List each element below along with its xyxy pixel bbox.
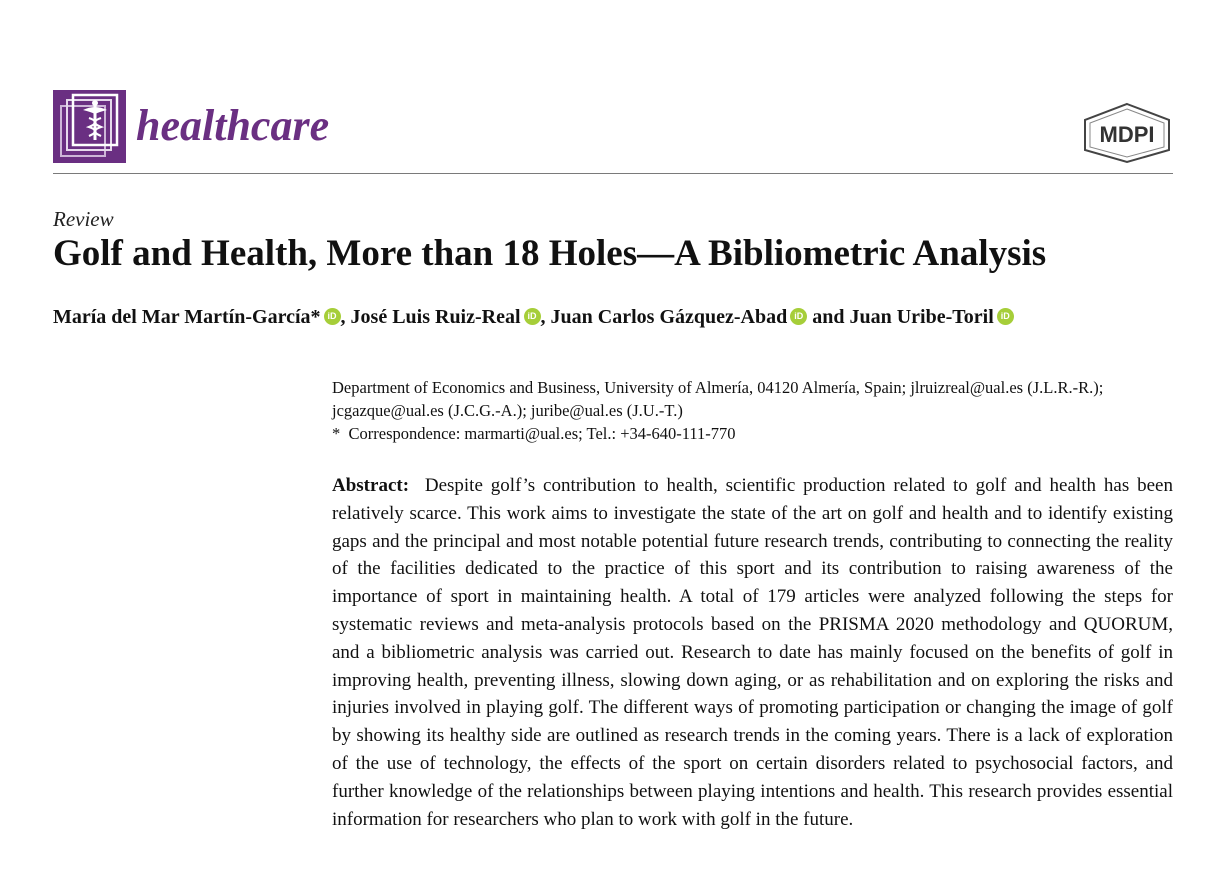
affiliation-block [332, 376, 1182, 445]
corresponding-mark: * [310, 306, 321, 328]
author-name: María del Mar Martín-García [53, 306, 311, 328]
author-2 [351, 306, 551, 328]
mdpi-logo [1081, 102, 1173, 164]
author-name: Juan Uribe-Toril [849, 306, 994, 328]
abstract-label: Abstract: [332, 475, 410, 496]
header-divider [53, 173, 1173, 174]
author-name: Juan Carlos Gázquez-Abad [550, 306, 788, 328]
author-name: José Luis Ruiz-Real [350, 306, 521, 328]
author-3 [551, 306, 850, 328]
journal-name: healthcare [136, 101, 330, 150]
correspondence-line: * Correspondence: marmarti@ual.es; Tel.: +34-640-111-770 [332, 424, 736, 443]
affiliation-line: Department of Economics and Business, University of Almería, 04120 Almería, Spain; jlruizreal@ual.es (J.L.R.-R.); [332, 378, 1104, 397]
orcid-icon[interactable]: iD [524, 308, 541, 325]
author-separator: , [540, 306, 551, 328]
abstract [332, 472, 1173, 833]
abstract-text: Despite golf’s contribution to health, scientific production related to golf and health has been relatively scarce. This work aims to investigate the state of the art on golf and health and to identify existing gaps and the principal and most notable potential future research trends, contributing to connecting the reality of the facilities dedicated to the practice of this sport and its contribution to raising awareness of the importance of sport in maintaining health. A total of 179 articles were analyzed following the steps for systematic reviews and meta-analysis protocols based on the PRISMA 2020 methodology and QUORUM, and a bibliometric analysis was carried out. Research to date has mainly focused on the benefits of golf in improving health, preventing illness, slowing down aging, or as rehabilitation and on exploring the risks and injuries involved in playing golf. The different ways of promoting participation or changing the image of golf by showing its healthy side are outlined as research trends in the coming years. There is a lack of exploration of the use of technology, the effects of the sport on certain disorders related to psychosocial factors, and further knowledge of the relationships between playing intentions and health. This research provides essential information for researchers who plan to work with golf in the future. [332, 475, 1173, 830]
author-list [53, 303, 1183, 331]
orcid-icon[interactable]: iD [997, 308, 1014, 325]
affiliation-line: jcgazque@ual.es (J.C.G.-A.); juribe@ual.es (J.U.-T.) [332, 401, 683, 420]
article-title: Golf and Health, More than 18 Holes—A Bibliometric Analysis [53, 233, 1047, 274]
article-type: Review [53, 207, 114, 231]
journal-logo [53, 90, 126, 163]
orcid-icon[interactable]: iD [324, 308, 341, 325]
author-4 [849, 306, 1013, 328]
author-separator: , [340, 306, 351, 328]
caduceus-book-icon [53, 90, 126, 163]
journal-header [53, 90, 1173, 174]
author-separator: and [807, 306, 850, 328]
orcid-icon[interactable]: iD [790, 308, 807, 325]
mdpi-logo-text: MDPI [1099, 122, 1155, 147]
author-1 [53, 306, 351, 328]
